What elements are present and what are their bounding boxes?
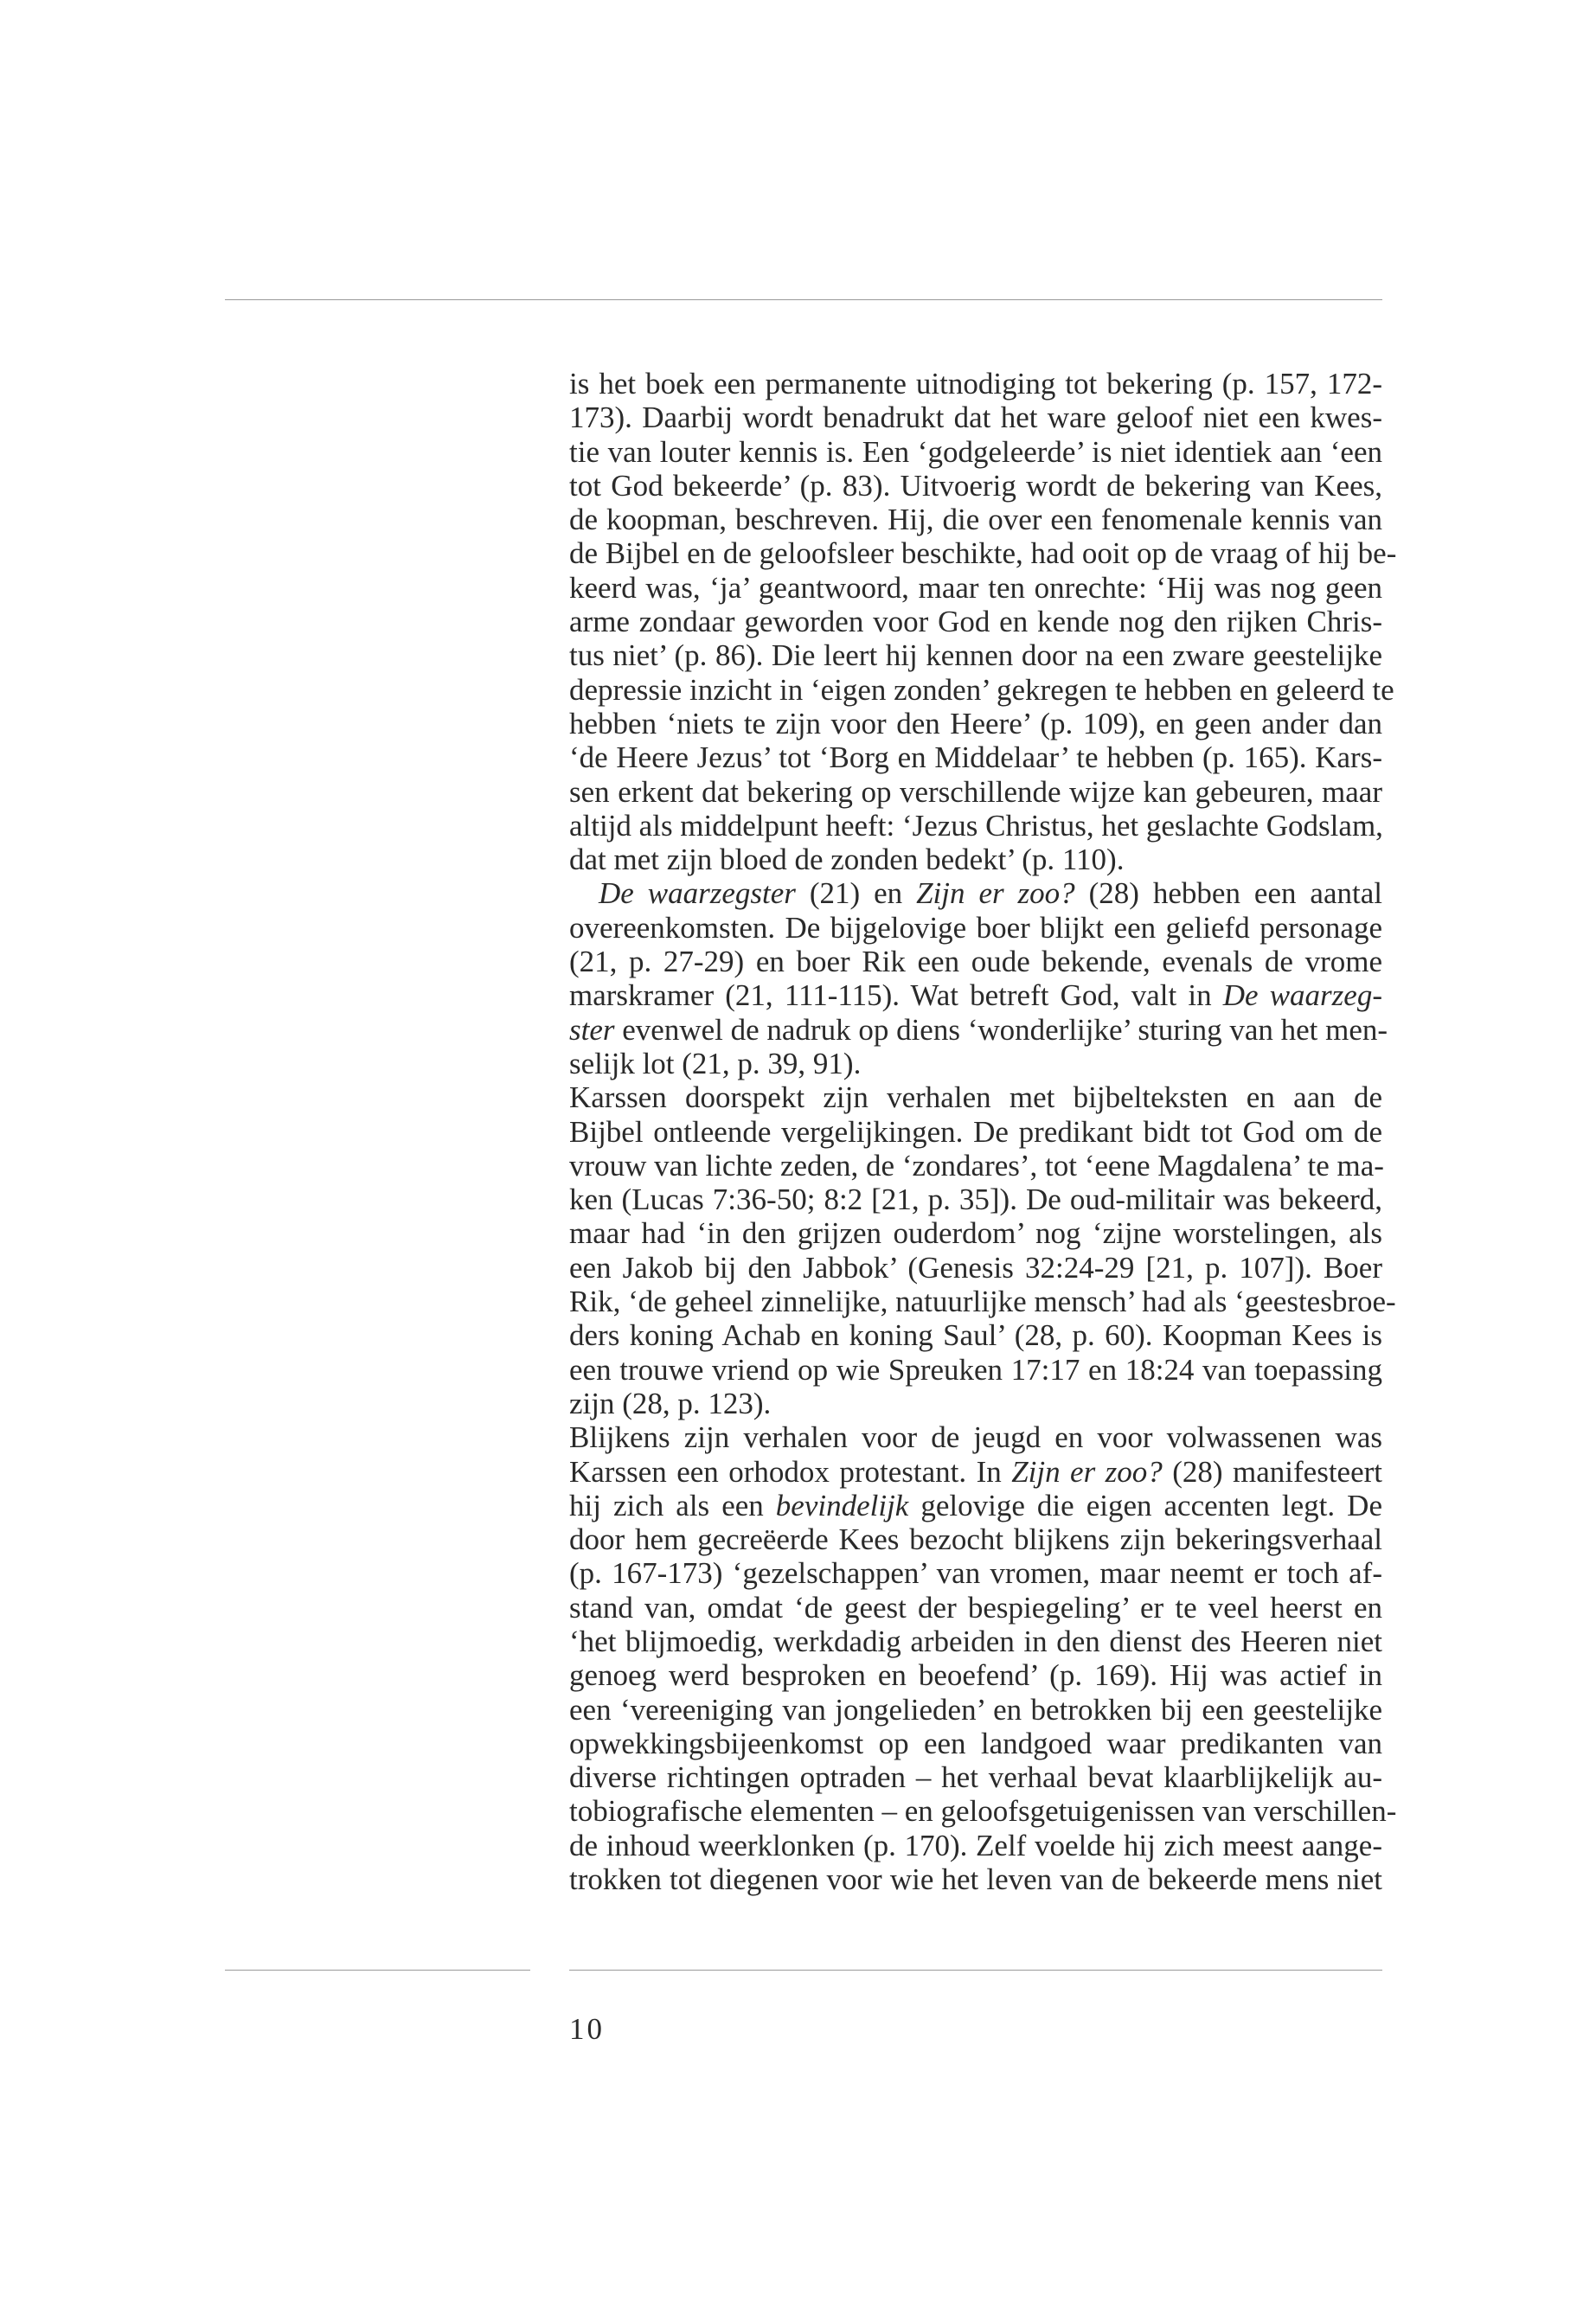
text-line: een ‘vereeniging van jongelieden’ en betrokken bij een geestelijke bbox=[569, 1692, 1382, 1727]
text-line: tus niet’ (p. 86). Die leert hij kennen door na een zware geestelijke bbox=[569, 638, 1382, 673]
text-line: depressie inzicht in ‘eigen zonden’ gekregen te hebben en geleerd te bbox=[569, 672, 1394, 707]
text-line: vrouw van lichte zeden, de ‘zondares’, tot ‘eene Magdalena’ te ma- bbox=[569, 1148, 1384, 1183]
text-line: arme zondaar geworden voor God en kende nog den rijken Chris- bbox=[569, 605, 1382, 639]
text-line: stand van, omdat ‘de geest der bespiegeling’ er te veel heerst en bbox=[569, 1590, 1382, 1625]
text-line: ‘de Heere Jezus’ tot ‘Borg en Middelaar’ te hebben (p. 165). Kars- bbox=[569, 740, 1382, 775]
text-line: ders koning Achab en koning Saul’ (28, p. 60). Koopman Kees is bbox=[569, 1318, 1382, 1353]
paragraph bbox=[569, 1080, 1396, 1420]
text-line: overeenkomsten. De bijgelovige boer blijkt een geliefd personage bbox=[569, 910, 1382, 945]
text-line: hebben ‘niets te zijn voor den Heere’ (p. 109), en geen ander dan bbox=[569, 706, 1382, 740]
text-line: Blijkens zijn verhalen voor de jeugd en voor volwassenen was bbox=[569, 1420, 1382, 1455]
text-line: diverse richtingen optraden – het verhaal bevat klaarblijkelijk au- bbox=[569, 1760, 1382, 1795]
text-line: ster evenwel de nadruk op diens ‘wonderlijke’ sturing van het men- bbox=[569, 1012, 1388, 1047]
text-line: De waarzegster (21) en Zijn er zoo? (28) hebben een aantal bbox=[599, 876, 1382, 911]
paragraph bbox=[569, 367, 1397, 877]
top-rule bbox=[225, 299, 1382, 300]
text-line: trokken tot diegenen voor wie het leven van de bekeerde mens niet bbox=[569, 1862, 1382, 1897]
paragraph bbox=[569, 1420, 1397, 1897]
text-line: sen erkent dat bekering op verschillende wijze kan gebeuren, maar bbox=[569, 774, 1382, 809]
text-line: 173). Daarbij wordt benadrukt dat het ware geloof niet een kwes- bbox=[569, 401, 1382, 435]
page-number: 10 bbox=[569, 2012, 605, 2046]
text-line: altijd als middelpunt heeft: ‘Jezus Christus, het geslachte Godslam, bbox=[569, 808, 1383, 843]
text-line: marskramer (21, 111-115). Wat betreft God, valt in De waarzeg- bbox=[569, 978, 1382, 1013]
text-line: Bijbel ontleende vergelijkingen. De predikant bidt tot God om de bbox=[569, 1114, 1382, 1149]
text-line: door hem gecreëerde Kees bezocht blijkens zijn bekeringsverhaal bbox=[569, 1522, 1382, 1557]
text-line: Karssen doorspekt zijn verhalen met bijbelteksten en aan de bbox=[569, 1080, 1382, 1115]
text-line: tie van louter kennis is. Een ‘godgeleerde’ is niet identiek aan ‘een bbox=[569, 434, 1382, 469]
text-line: de koopman, beschreven. Hij, die over een fenomenale kennis van bbox=[569, 503, 1382, 537]
text-line: genoeg werd besproken en beoefend’ (p. 169). Hij was actief in bbox=[569, 1658, 1382, 1693]
text-line: ken (Lucas 7:36-50; 8:2 [21, p. 35]). De oud-militair was bekeerd, bbox=[569, 1183, 1382, 1217]
text-line: Karssen een orhodox protestant. In Zijn er zoo? (28) manifesteert bbox=[569, 1454, 1382, 1489]
text-line: hij zich als een bevindelijk gelovige die eigen accenten legt. De bbox=[569, 1488, 1382, 1522]
body-text bbox=[569, 367, 1397, 1897]
text-line: ‘het blijmoedig, werkdadig arbeiden in den dienst des Heeren niet bbox=[569, 1624, 1382, 1658]
text-line: maar had ‘in den grijzen ouderdom’ nog ‘zijne worstelingen, als bbox=[569, 1216, 1382, 1251]
text-line: Rik, ‘de geheel zinnelijke, natuurlijke mensch’ had als ‘geestesbroe- bbox=[569, 1285, 1396, 1319]
paragraph bbox=[569, 876, 1388, 1080]
text-line: is het boek een permanente uitnodiging tot bekering (p. 157, 172- bbox=[569, 367, 1382, 401]
text-line: zijn (28, p. 123). bbox=[569, 1386, 772, 1420]
text-line: tobiografische elementen – en geloofsgetuigenissen van verschillen- bbox=[569, 1794, 1397, 1829]
text-line: (21, p. 27-29) en boer Rik een oude bekende, evenals de vrome bbox=[569, 945, 1382, 979]
text-line: de inhoud weerklonken (p. 170). Zelf voelde hij zich meest aange- bbox=[569, 1828, 1382, 1862]
text-line: een Jakob bij den Jabbok’ (Genesis 32:24-29 [21, p. 107]). Boer bbox=[569, 1250, 1382, 1285]
text-line: opwekkingsbijeenkomst op een landgoed waar predikanten van bbox=[569, 1726, 1382, 1760]
footnote-rule bbox=[225, 1970, 530, 1971]
text-line: een trouwe vriend op wie Spreuken 17:17 en 18:24 van toepassing bbox=[569, 1352, 1382, 1387]
bottom-rule bbox=[569, 1970, 1382, 1971]
text-line: tot God bekeerde’ (p. 83). Uitvoerig wordt de bekering van Kees, bbox=[569, 468, 1382, 503]
text-line: selijk lot (21, p. 39, 91). bbox=[569, 1046, 862, 1080]
text-line: dat met zijn bloed de zonden bedekt’ (p. 110). bbox=[569, 843, 1125, 877]
text-line: de Bijbel en de geloofsleer beschikte, had ooit op de vraag of hij be- bbox=[569, 536, 1397, 571]
text-line: (p. 167-173) ‘gezelschappen’ van vromen, maar neemt er toch af- bbox=[569, 1556, 1382, 1591]
text-line: keerd was, ‘ja’ geantwoord, maar ten onrechte: ‘Hij was nog geen bbox=[569, 570, 1382, 605]
